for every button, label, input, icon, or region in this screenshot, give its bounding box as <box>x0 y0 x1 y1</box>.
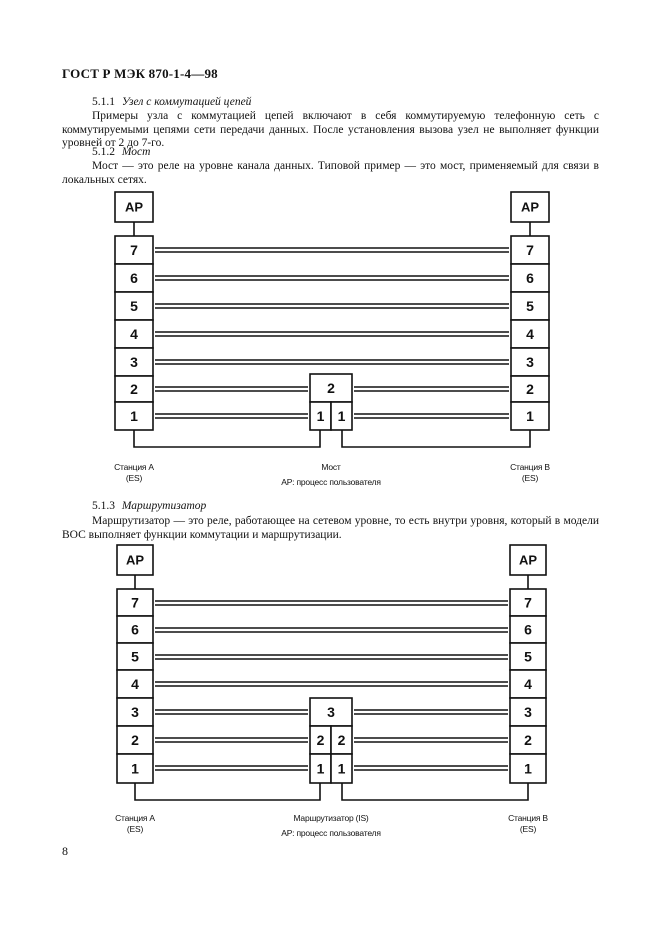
layer-1: 1 <box>131 760 139 777</box>
layer-3: 3 <box>131 704 139 720</box>
section-number: 5.1.3 <box>92 500 115 512</box>
station-b-subcaption: (ES) <box>521 473 539 483</box>
relay-caption: Мост <box>321 462 341 472</box>
layer-4: 4 <box>526 326 534 342</box>
relay-caption: Маршрутизатор (IS) <box>293 813 369 823</box>
relay-layer-1-left: 1 <box>316 760 325 777</box>
station-b-caption: Станция В <box>510 462 550 472</box>
layer-2: 2 <box>131 732 139 748</box>
page-number: 8 <box>62 844 68 858</box>
layer-5: 5 <box>130 298 138 314</box>
router-diagram <box>115 545 548 838</box>
relay-layer-2: 2 <box>327 380 335 396</box>
layer-6: 6 <box>526 270 534 286</box>
physical-link-b <box>342 430 530 447</box>
layer-3: 3 <box>130 354 138 370</box>
section-paragraph-5-1-2: Мост — это реле на уровне канала данных. Типовой пример — это мост, применяемый для связи в локальных сетях. <box>62 160 599 186</box>
station-a-subcaption: (ES) <box>125 473 143 483</box>
relay-layer-1-right: 1 <box>337 408 346 424</box>
station-a-caption: Станция А <box>115 813 155 823</box>
bridge-relay <box>310 374 352 430</box>
relay-layer-3: 3 <box>327 704 335 720</box>
section-number: 5.1.2 <box>92 146 115 158</box>
section-paragraph-5-1-1: Примеры узла с коммутацией цепей включают в себя коммутируемую телефонную сеть с коммутируемыми цепями сети передачи данных. После установления вызова узел не выполняет функции уровней от 2 до 7-го. <box>62 110 599 149</box>
physical-link-a <box>135 783 320 800</box>
layer-4: 4 <box>524 676 532 692</box>
section-title: Маршрутизатор <box>121 500 207 512</box>
section-title: Мост <box>121 146 151 158</box>
document-header: ГОСТ Р МЭК 870-1-4—98 <box>62 66 218 81</box>
layer-7: 7 <box>130 242 138 258</box>
section-paragraph-5-1-3: Маршрутизатор — это реле, работающее на сетевом уровне, то есть внутри уровня, который в модели ВОС выполняет функции коммутации и маршрутизации. <box>62 515 599 541</box>
layer-5: 5 <box>526 298 534 314</box>
relay-layer-2-right: 2 <box>337 732 346 748</box>
layer-3: 3 <box>524 704 532 720</box>
section-title: Узел с коммутацией цепей <box>121 96 252 108</box>
layer-6: 6 <box>131 621 139 638</box>
layer-1: 1 <box>524 760 532 777</box>
station-b-stack <box>510 589 546 783</box>
station-b-caption: Станция В <box>508 813 548 823</box>
layer-7: 7 <box>524 594 532 611</box>
physical-link-a <box>134 430 320 447</box>
ap-label: AP <box>520 199 540 215</box>
layer-1: 1 <box>526 408 534 424</box>
layer-7: 7 <box>526 242 534 258</box>
legend-caption: AP: процесс пользователя <box>281 828 381 838</box>
station-a-stack <box>117 589 153 783</box>
station-a-subcaption: (ES) <box>126 824 144 834</box>
layer-5: 5 <box>131 648 139 665</box>
layer-2: 2 <box>130 381 138 397</box>
bridge-diagram <box>114 192 550 487</box>
legend-caption: AP: процесс пользователя <box>281 477 381 487</box>
layer-1: 1 <box>130 408 138 424</box>
station-b-subcaption: (ES) <box>519 824 537 834</box>
physical-link-b <box>342 783 528 800</box>
ap-label: AP <box>125 552 145 568</box>
layer-3: 3 <box>526 354 534 370</box>
station-a-stack <box>115 236 153 430</box>
router-relay <box>310 698 352 783</box>
layer-6: 6 <box>130 270 138 286</box>
layer-4: 4 <box>130 326 138 342</box>
layer-6: 6 <box>524 621 532 638</box>
layer-4: 4 <box>131 676 139 692</box>
station-a-caption: Станция А <box>114 462 154 472</box>
relay-layer-1-left: 1 <box>316 408 325 424</box>
layer-2: 2 <box>526 381 534 397</box>
relay-layer-1-right: 1 <box>337 760 346 777</box>
station-b-stack <box>511 236 549 430</box>
section-number: 5.1.1 <box>92 96 115 108</box>
layer-7: 7 <box>131 594 139 611</box>
ap-label: AP <box>124 199 144 215</box>
layer-5: 5 <box>524 648 532 665</box>
relay-layer-2-left: 2 <box>316 732 325 748</box>
ap-label: AP <box>518 552 538 568</box>
layer-2: 2 <box>524 732 532 748</box>
